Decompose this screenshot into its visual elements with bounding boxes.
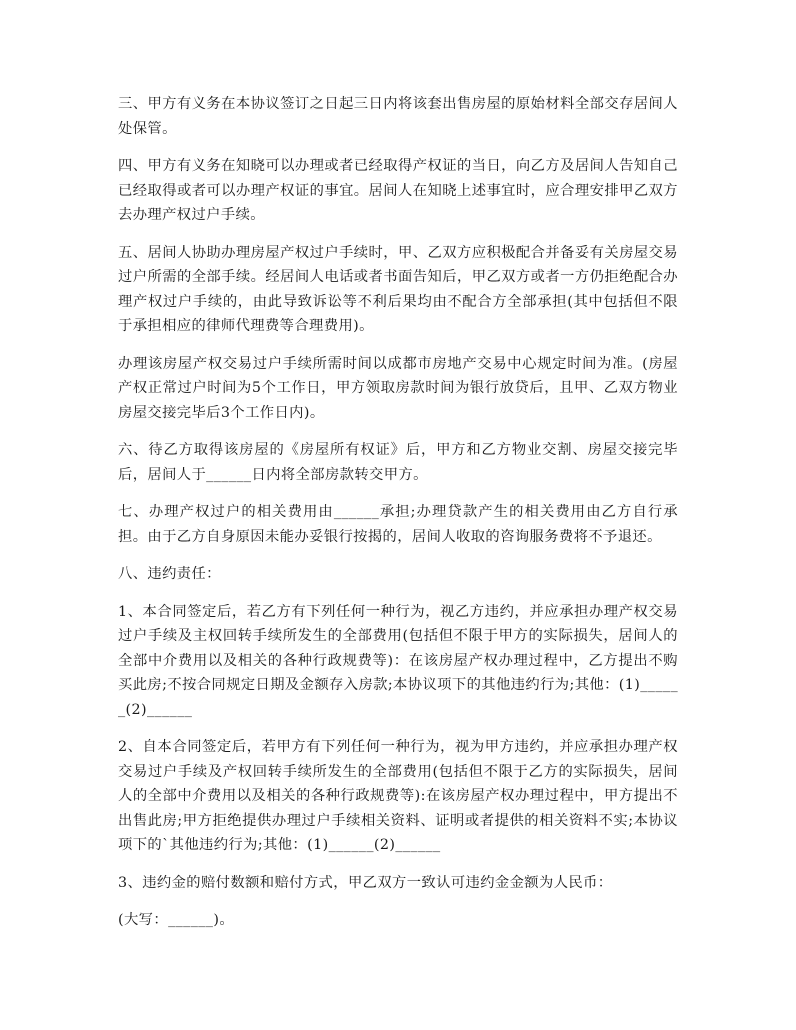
- breach-item-1-paragraph: 1、本合同签定后，若乙方有下列任何一种行为，视乙方违约，并应承担办理产权交易过户手续及主权回转手续所发生的全部费用(包括但不限于甲方的实际损失，居间人的全部中介费用以及相关的各种行政规费等)：在该房屋产权办理过程中，乙方提出不购买此房;不按合同规定日期及金额存入房款;本协议项下的其他违约行为;其他：(1)______(2)______: [118, 603, 678, 718]
- clause-3-paragraph: 三、甲方有义务在本协议签订之日起三日内将该套出售房屋的原始材料全部交存居间人处保管。: [118, 96, 678, 137]
- document-body: [118, 92, 678, 946]
- clause-5-paragraph: 五、居间人协助办理房屋产权过户手续时，甲、乙双方应积极配合并备妥有关房屋交易过户所需的全部手续。经居间人电话或者书面告知后，甲乙双方或者一方仍拒绝配合办理产权过户手续的，由此导致诉讼等不利后果均由不配合方全部承担(其中包括但不限于承担相应的律师代理费等合理费用)。: [118, 244, 678, 334]
- transfer-time-paragraph: 办理该房屋产权交易过户手续所需时间以成都市房地产交易中心规定时间为准。(房屋产权正常过户时间为5个工作日，甲方领取房款时间为银行放贷后，且甲、乙双方物业房屋交接完毕后3个工作日内)。: [118, 355, 678, 421]
- clause-4-paragraph: 四、甲方有义务在知晓可以办理或者已经取得产权证的当日，向乙方及居间人告知自己已经取得或者可以办理产权证的事宜。居间人在知晓上述事宜时，应合理安排甲乙双方去办理产权过户手续。: [118, 158, 678, 223]
- clause-6-paragraph: 六、待乙方取得该房屋的《房屋所有权证》后，甲方和乙方物业交割、房屋交接完毕后，居间人于______日内将全部房款转交甲方。: [118, 442, 678, 483]
- breach-item-2-paragraph: 2、自本合同签定后，若甲方有下列任何一种行为，视为甲方违约，并应承担办理产权交易过户手续及产权回转手续所发生的全部费用(包括但不限于乙方的实际损失，居间人的全部中介费用以及相关的各种行政规费等):在该房屋产权办理过程中，甲方提出不出售此房;甲方拒绝提供办理过户手续相关资料、证明或者提供的相关资料不实;本协议项下的`其他违约行为;其他：(1)______(2)______: [118, 739, 678, 853]
- breach-item-3-paragraph: 3、违约金的赔付数额和赔付方式，甲乙双方一致认可违约金金额为人民币：: [118, 874, 613, 891]
- clause-7-paragraph: 七、办理产权过户的相关费用由______承担;办理贷款产生的相关费用由乙方自行承担。由于乙方自身原因未能办妥银行按揭的，居间人收取的咨询服务费将不予退还。: [118, 504, 678, 545]
- clause-8-heading: 八、违约责任：: [118, 566, 221, 582]
- amount-uppercase-paragraph: (大写：______)。: [118, 912, 235, 928]
